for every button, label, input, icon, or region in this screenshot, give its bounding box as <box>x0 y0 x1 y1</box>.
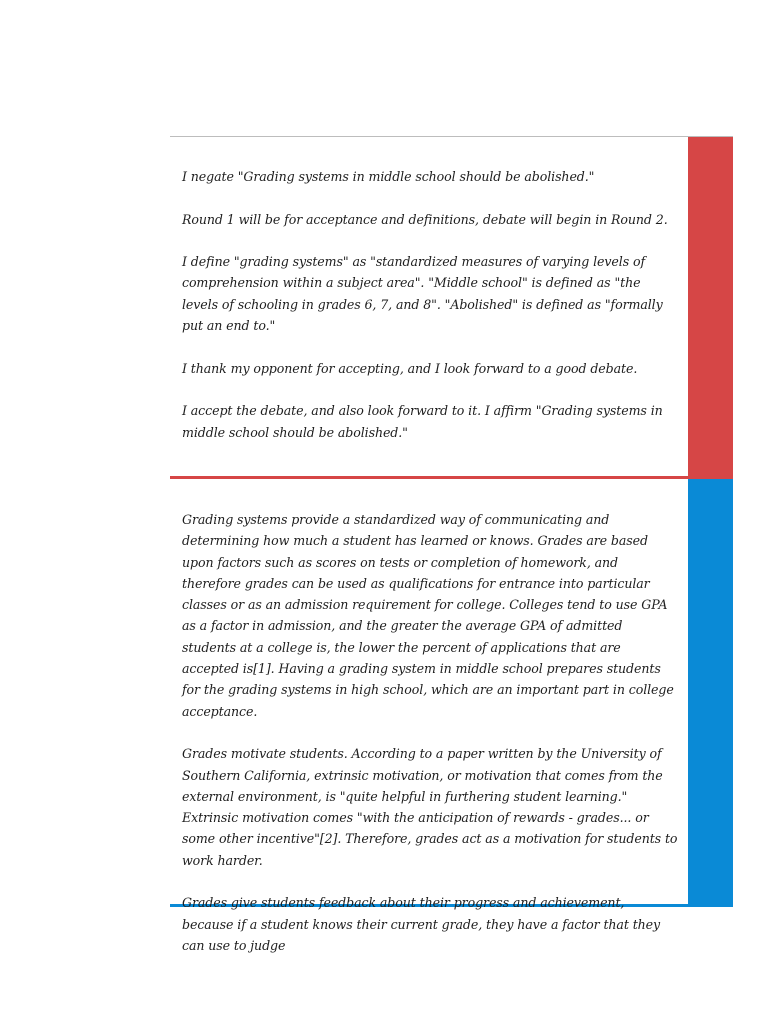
round-one-paragraph: Round 1 will be for acceptance and definitions, debate will begin in Round 2. <box>182 211 668 227</box>
round-one-paragraph: I accept the debate, and also look forward to it. I affirm "Grading systems in middle school should be abolished." <box>182 403 663 440</box>
round-two-accent-bar <box>688 479 733 904</box>
round-one-accent-bar <box>688 137 733 476</box>
round-one-paragraph: I define "grading systems" as "standardized measures of varying levels of comprehension within a subject area". "Middle school" is defined as "the levels of schooling in grades 6, 7, and 8". "Abolished" is defined as "formally put an end to." <box>182 254 663 334</box>
round-one-paragraph: I negate "Grading systems in middle school should be abolished." <box>182 169 595 184</box>
round-two-paragraph: Grades motivate students. According to a paper written by the University of Southern California, extrinsic motivation, or motivation that comes from the external environment, is "quite helpful in furthering student learning." Extrinsic motivation comes "with the anticipation of rewards - grades... or some other incentive"[2]. Therefore, grades act as a motivation for students to work harder. <box>182 746 678 868</box>
round-one-text <box>182 166 678 464</box>
debate-round-one <box>170 137 733 476</box>
round-two-paragraph: Grades give students feedback about their progress and achievement, because if a student knows their current grade, they have a factor that they can use to judge <box>182 895 661 953</box>
round-two-paragraph: Grading systems provide a standardized way of communicating and determining how much a student has learned or knows. Grades are based upon factors such as scores on tests or completion of homework, and therefore grades can be used as qualifications for entrance into particular classes or as an admission requirement for college. Colleges tend to use GPA as a factor in admission, and the greater the average GPA of admitted students at a college is, the lower the percent of applications that are accepted is[1]. Having a grading system in middle school prepares students for the grading systems in high school, which are an important part in college acceptance. <box>182 512 674 719</box>
round-one-paragraph: I thank my opponent for accepting, and I look forward to a good debate. <box>182 360 638 376</box>
debate-round-two <box>170 479 733 953</box>
round-two-text <box>182 509 678 978</box>
